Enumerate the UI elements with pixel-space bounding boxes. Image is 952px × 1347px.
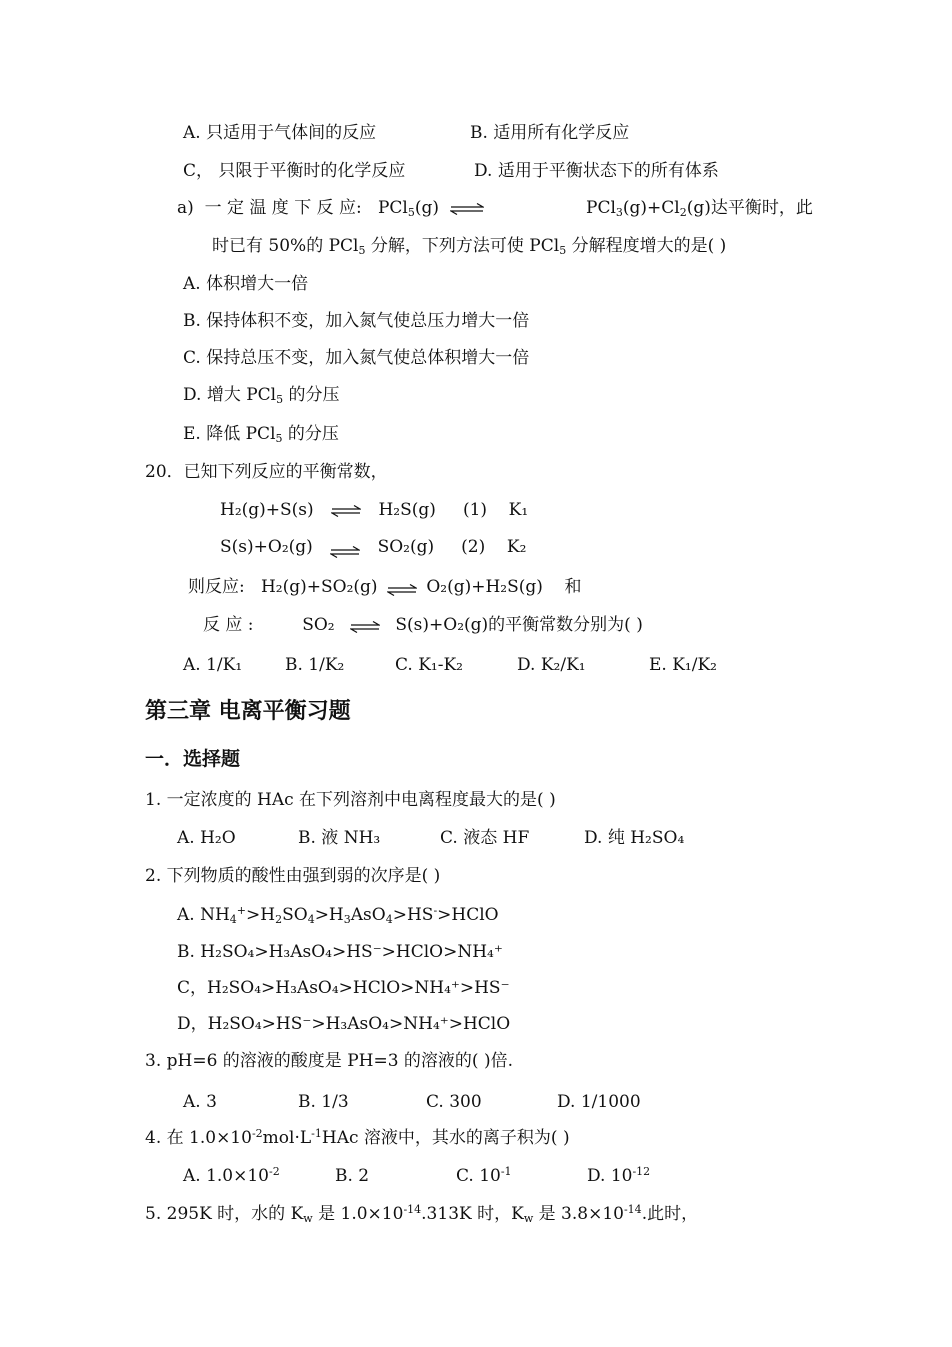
q4-option-b: B. 2 <box>335 1166 370 1186</box>
q20-reaction-2: S(s)+O₂(g) SO₂(g) (2) K₂ <box>220 537 527 557</box>
q2-stem: 2. 下列物质的酸性由强到弱的次序是( ) <box>145 866 441 886</box>
q3-stem: 3. pH=6 的溶液的酸度是 PH=3 的溶液的( )倍. <box>145 1051 513 1071</box>
q2-option-d: D，H₂SO₄>HS⁻>H₃AsO₄>NH₄⁺>HClO <box>177 1014 511 1034</box>
q5-stem: 5. 295K 时，水的 $K_w$ 是 $1.0\times 10^{-14}.313K$ 时，$K_w$ 是 $3.8\times 10^{-14}$.此时， <box>145 1203 699 1225</box>
q3-option-c: C. 300 <box>426 1092 482 1112</box>
q3-option-a: A. 3 <box>183 1092 217 1112</box>
chapter-title: 第三章 电离平衡习题 <box>145 699 351 724</box>
q4-stem: 4. 在 $1.0\times 10^{-2}mol\cdot L^{-1}HAc$ 溶液中，其水的离子积为( ) <box>145 1127 570 1148</box>
q1-stem: 1. 一定浓度的 HAc 在下列溶剂中电离程度最大的是( ) <box>145 790 556 810</box>
q20-option-c: C. K₁-K₂ <box>395 655 463 675</box>
q19a-option-d: D. 增大 PCl$_5$ 的分压 <box>183 385 340 406</box>
equilibrium-arrow-icon <box>331 505 361 517</box>
q19a-option-a: A. 体积增大一倍 <box>183 274 309 294</box>
q19a-line-1-product: $PCl_3(g)+Cl_2(g)$达平衡时，此 <box>586 198 813 219</box>
equilibrium-arrow-icon <box>350 621 380 633</box>
q1-option-d: D. 纯 H₂SO₄ <box>584 828 685 848</box>
equilibrium-arrow-icon <box>450 203 484 215</box>
q3-option-d: D. 1/1000 <box>557 1092 641 1112</box>
q19-option-d: D. 适用于平衡状态下的所有体系 <box>474 161 719 181</box>
q3-option-b: B. 1/3 <box>298 1092 349 1112</box>
q19a-option-b: B. 保持体积不变，加入氮气使总压力增大一倍 <box>183 311 530 331</box>
equilibrium-arrow-icon <box>330 546 360 558</box>
q20-option-e: E. K₁/K₂ <box>649 655 717 675</box>
q4-option-c: C. $10^{-1}$ <box>456 1165 512 1186</box>
q2-option-c: C，H₂SO₄>H₃AsO₄>HClO>NH₄⁺>HS⁻ <box>177 978 510 998</box>
q19a-option-e: E. 降低 PCl$_5$ 的分压 <box>183 424 339 445</box>
q19-option-a: A. 只适用于气体间的反应 <box>183 123 377 143</box>
q20-stem: 20．已知下列反应的平衡常数， <box>145 462 388 482</box>
q1-option-b: B. 液 NH₃ <box>298 828 381 848</box>
q1-option-c: C. 液态 HF <box>440 828 530 848</box>
q2-option-b: B. H₂SO₄>H₃AsO₄>HS⁻>HClO>NH₄⁺ <box>177 942 503 962</box>
q1-option-a: A. H₂O <box>177 828 236 848</box>
q19a-option-c: C. 保持总压不变，加入氮气使总体积增大一倍 <box>183 348 530 368</box>
q20-option-d: D. K₂/K₁ <box>517 655 586 675</box>
q2-option-a: A. $NH_4^+>H_2SO_4>H_3AsO_4>HS^->HClO$ <box>177 904 499 926</box>
equilibrium-arrow-icon <box>387 584 417 596</box>
q19-option-c: C， 只限于平衡时的化学反应 <box>183 161 406 181</box>
q19a-line-2: 时已有 50%的 PCl$_5$ 分解，下列方法可使 PCl$_5$ 分解程度增大的是( ) <box>212 236 727 257</box>
q20-reaction-1: H₂(g)+S(s) H₂S(g) (1) K₁ <box>220 500 529 520</box>
q19-option-b: B. 适用所有化学反应 <box>470 123 630 143</box>
q4-option-a: A. $1.0\times 10^{-2}$ <box>183 1165 280 1186</box>
q20-option-b: B. 1/K₂ <box>285 655 345 675</box>
q4-option-d: D. $10^{-12}$ <box>587 1165 651 1186</box>
q20-option-a: A. 1/K₁ <box>183 655 243 675</box>
q20-reaction-4: 反 应 : SO₂ S(s)+O₂(g)的平衡常数分别为( ) <box>203 615 643 635</box>
section-title: 一．选择题 <box>145 748 241 770</box>
q20-reaction-3: 则反应: H₂(g)+SO₂(g) O₂(g)+H₂S(g) 和 <box>188 577 582 597</box>
q19a-line-1: a) 一 定 温 度 下 反 应: PCl$_5$(g) <box>177 197 490 219</box>
